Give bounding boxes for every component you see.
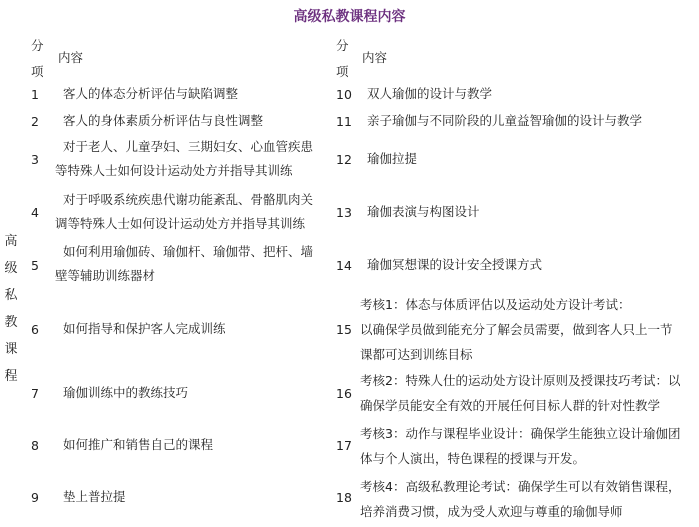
right-row-11-text: 亲子瑜伽与不同阶段的儿童益智瑜伽的设计与教学: [367, 113, 643, 128]
left-row-8-text: 如何推广和销售自己的课程: [63, 437, 214, 452]
left-row-5-num: 5: [31, 258, 39, 273]
right-row-12-text: 瑜伽拉提: [367, 151, 418, 166]
right-row-17-line-2: 体与个人演出，特色课程的授课与开发。: [360, 451, 586, 466]
right-row-14-text: 瑜伽冥想课的设计安全授课方式: [367, 257, 543, 272]
left-row-7-text: 瑜伽训练中的教练技巧: [63, 385, 189, 400]
left-row-6-num: 6: [31, 322, 39, 337]
left-row-6-text: 如何指导和保护客人完成训练: [63, 321, 226, 336]
right-row-18-num: 18: [336, 490, 352, 505]
right-row-17-num: 17: [336, 438, 352, 453]
left-row-2-text: 客人的身体素质分析评估与良性调整: [63, 113, 264, 128]
left-row-5-line-2: 壁等辅助训练器材: [55, 268, 156, 283]
left-row-1-num: 1: [31, 87, 39, 102]
right-row-13-num: 13: [336, 205, 352, 220]
right-row-13-text: 瑜伽表演与构图设计: [367, 204, 480, 219]
left-row-4-num: 4: [31, 205, 39, 220]
right-header-num-2: 项: [336, 64, 349, 79]
right-row-17-line-1: 考核3：动作与课程毕业设计：确保学生能独立设计瑜伽团: [360, 426, 681, 441]
right-row-15-line-2: 以确保学员做到能充分了解会员需要，做到客人只上一节: [360, 322, 673, 337]
side-label-char: 私: [4, 288, 18, 303]
left-row-4-line-1: 对于呼吸系统疾患代谢功能紊乱、骨骼肌肉关: [63, 192, 314, 207]
right-row-10-text: 双人瑜伽的设计与教学: [367, 86, 493, 101]
right-row-18-line-1: 考核4：高级私教理论考试：确保学生可以有效销售课程，: [360, 479, 681, 494]
side-label-char: 高: [4, 234, 18, 249]
left-header-num-1: 分: [31, 38, 44, 53]
right-header-content: 内容: [362, 50, 388, 65]
left-row-9-num: 9: [31, 490, 39, 505]
left-row-8-num: 8: [31, 438, 39, 453]
side-label-char: 程: [4, 369, 18, 384]
right-row-15-line-3: 课都可达到训练目标: [360, 347, 473, 362]
left-row-4-line-2: 调等特殊人士如何设计运动处方并指导其训练: [55, 216, 306, 231]
left-row-2-num: 2: [31, 114, 39, 129]
side-label-char: 级: [4, 261, 18, 276]
side-label-char: 课: [4, 342, 18, 357]
left-header-num-2: 项: [31, 64, 44, 79]
left-header-content: 内容: [58, 50, 84, 65]
right-row-18-line-2: 培养消费习惯，成为受人欢迎与尊重的瑜伽导师: [360, 504, 623, 519]
right-row-15-num: 15: [336, 322, 352, 337]
left-row-9-text: 垫上普拉提: [63, 489, 126, 504]
right-header-num-1: 分: [336, 38, 349, 53]
right-row-12-num: 12: [336, 152, 352, 167]
left-row-5-line-1: 如何利用瑜伽砖、瑜伽杆、瑜伽带、把杆、墙: [63, 244, 314, 259]
right-row-16-num: 16: [336, 386, 352, 401]
right-row-10-num: 10: [336, 87, 352, 102]
left-row-3-num: 3: [31, 152, 39, 167]
right-row-16-line-2: 确保学员能安全有效的开展任何目标人群的针对性教学: [360, 398, 661, 413]
right-row-14-num: 14: [336, 258, 352, 273]
left-row-3-line-2: 等特殊人士如何设计运动处方并指导其训练: [55, 163, 293, 178]
right-row-15-line-1: 考核1：体态与体质评估以及运动处方设计考试：: [360, 297, 631, 312]
side-label: [3, 228, 19, 390]
right-row-16-line-1: 考核2：特殊人仕的运动处方设计原则及授课技巧考试：以: [360, 373, 681, 388]
right-row-11-num: 11: [336, 114, 352, 129]
side-label-char: 教: [4, 315, 18, 330]
page-title: 高级私教课程内容: [293, 9, 406, 25]
left-row-7-num: 7: [31, 386, 39, 401]
left-row-3-line-1: 对于老人、儿童孕妇、三期妇女、心血管疾患: [63, 139, 314, 154]
left-row-1-text: 客人的体态分析评估与缺陷调整: [63, 86, 239, 101]
